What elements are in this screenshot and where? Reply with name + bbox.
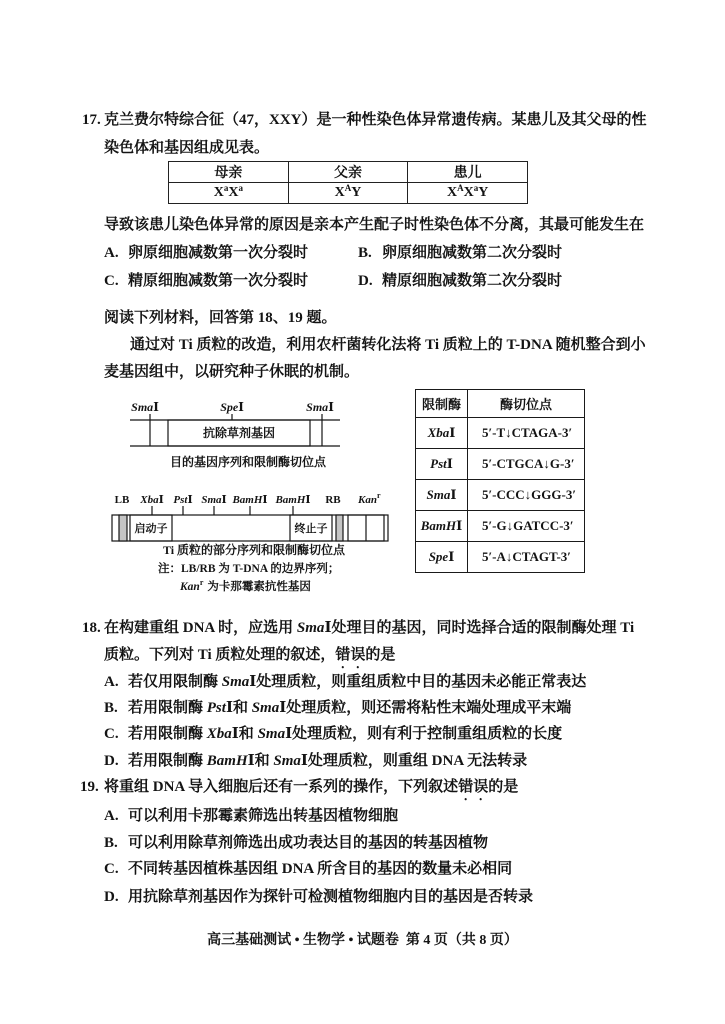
option-letter: B.	[358, 245, 372, 261]
option-text: Ⅰ和	[225, 700, 252, 716]
option-letter: D.	[104, 889, 119, 905]
enzyme-name: BamH	[232, 494, 263, 506]
enzyme-cell	[416, 511, 468, 542]
material-line-1: 通过对 Ti 质粒的改造，利用农杆菌转化法将 Ti 质粒上的 T-DNA 随机整合到小	[130, 337, 646, 353]
option-text: 若仅用限制酶	[128, 674, 222, 690]
enzyme-numeral: Ⅰ	[262, 494, 268, 506]
allele: A	[457, 183, 464, 193]
option-text: 精原细胞减数第二次分裂时	[382, 273, 563, 289]
option-letter: A.	[104, 674, 119, 690]
site-label-sma-left	[131, 400, 159, 414]
lb-label: LB	[114, 494, 130, 506]
option-text: Ⅰ处理质粒，则有利于控制重组质粒的长度	[285, 726, 563, 742]
option-text: 若用限制酶	[128, 753, 207, 769]
option-letter: C.	[104, 861, 119, 877]
q18-option-d[interactable]	[104, 751, 527, 771]
option-text: 不同转基因植株基因组 DNA 所含目的基因的数量未必相同	[128, 861, 513, 877]
option-text: Ⅰ和	[231, 726, 258, 742]
genotype-mother	[169, 183, 289, 204]
kan-superscript: r	[376, 491, 381, 500]
lb-border-box	[119, 515, 127, 541]
enzyme-numeral: Ⅰ	[221, 494, 227, 506]
enzyme-name: Spe	[428, 549, 449, 564]
enzyme-name: Pst	[173, 494, 188, 506]
enzyme-name: BamH	[420, 518, 457, 533]
kan-name: Kan	[180, 581, 200, 593]
ti-note-line-2	[179, 578, 311, 593]
enzyme-numeral: Ⅰ	[328, 400, 334, 414]
q19-option-a[interactable]	[104, 806, 398, 826]
option-text: Ⅰ和	[247, 753, 274, 769]
option-letter: C.	[104, 726, 119, 742]
enzyme-name: Xba	[206, 726, 232, 742]
site-label-bamh-1	[231, 494, 267, 506]
enzyme-cell	[416, 480, 468, 511]
stem-text: 的是	[365, 647, 396, 663]
stem-text: Ⅰ处理目的基因，同时选择合适的限制酶处理 Ti	[324, 620, 635, 636]
genotype-value-row	[169, 183, 528, 204]
option-text: Ⅰ处理质粒，则重组质粒中目的基因未必能正常表达	[249, 674, 587, 690]
option-text: 卵原细胞减数第一次分裂时	[128, 245, 309, 261]
emphasis-mark: 错误	[458, 779, 489, 795]
enzyme-name: Sma	[251, 700, 280, 716]
enzyme-cell	[416, 449, 468, 480]
enzyme-name: Sma	[221, 674, 250, 690]
enzyme-numeral: Ⅰ	[448, 549, 455, 564]
enzyme-cell	[416, 418, 468, 449]
table-row	[416, 480, 585, 511]
gene-diagram-caption: 目的基因序列和限制酶切位点	[169, 455, 327, 469]
option-letter: A.	[104, 245, 119, 261]
site-cell: 5′-CCC↓GGG-3′	[468, 480, 585, 511]
enzyme-table-header	[416, 390, 585, 418]
chromosome: Y	[351, 185, 362, 200]
material-intro: 阅读下列材料，回答第 18、19 题。	[104, 310, 337, 326]
q17-question: 导致该患儿染色体异常的原因是亲本产生配子时性染色体不分离，其最可能发生在	[104, 217, 645, 233]
enzyme-numeral: Ⅰ	[449, 425, 456, 440]
enzyme-name: BamH	[275, 494, 306, 506]
q18-option-c[interactable]	[104, 724, 562, 744]
option-letter: D.	[358, 273, 373, 289]
q17-stem-line-2	[104, 138, 269, 158]
option-text: 卵原细胞减数第二次分裂时	[382, 245, 563, 261]
kan-name: Kan	[358, 494, 377, 506]
ti-plasmid-diagram	[112, 491, 388, 593]
ti-diagram-caption: Ti 质粒的部分序列和限制酶切位点	[162, 543, 346, 557]
q18-stem-line-2	[104, 645, 395, 672]
stem-text: 在构建重组 DNA 时，应选用	[104, 620, 297, 636]
stem-text: 将重组 DNA 导入细胞后还有一系列的操作，下列叙述	[104, 779, 459, 795]
genotype-child	[408, 183, 528, 204]
option-text: Ⅰ处理质粒，则还需将粘性末端处理成平末端	[279, 700, 572, 716]
terminator-label: 终止子	[294, 523, 328, 535]
option-text: 若用限制酶	[128, 700, 207, 716]
question-number: 19.	[80, 779, 99, 795]
option-text: Ⅰ处理质粒，则重组 DNA 无法转录	[300, 753, 528, 769]
option-text: 若用限制酶	[128, 726, 207, 742]
header-father: 父亲	[288, 162, 408, 183]
option-letter: A.	[104, 808, 119, 824]
plasmid-diagrams	[100, 385, 400, 600]
q19-option-b[interactable]	[104, 833, 488, 853]
chromosome: X	[213, 185, 224, 200]
enzyme-numeral: Ⅰ	[456, 518, 463, 533]
question-number: 18.	[82, 620, 101, 636]
allele: A	[344, 183, 352, 193]
table-row	[416, 418, 585, 449]
q18-stem-line-1	[82, 618, 634, 638]
page-footer: 高三基础测试 • 生物学 • 试题卷 第 4 页（共 8 页）	[207, 933, 518, 948]
enzyme-name: Sma	[273, 753, 301, 769]
q17-stem-line-1	[82, 110, 647, 130]
site-cell: 5′-G↓GATCC-3′	[468, 511, 585, 542]
q17-option-d[interactable]	[358, 271, 562, 291]
option-text: 可以利用除草剂筛选出成功表达目的基因的转基因植物	[128, 835, 489, 851]
option-letter: D.	[104, 753, 119, 769]
chromosome: Y	[478, 185, 489, 200]
enzyme-name: Sma	[257, 726, 286, 742]
kan-superscript: r	[199, 578, 204, 587]
q19-option-c[interactable]	[104, 859, 512, 879]
q17-stem-text: 染色体和基因组成见表。	[104, 140, 270, 156]
site-cell: 5′-T↓CTAGA-3′	[468, 418, 585, 449]
site-cell: 5′-A↓CTAGT-3′	[468, 542, 585, 573]
option-letter: C.	[104, 273, 119, 289]
q18-option-b[interactable]	[104, 698, 571, 718]
option-letter: B.	[104, 700, 118, 716]
enzyme-name: Sma	[201, 494, 222, 506]
genotype-header-row	[169, 162, 528, 183]
site-label-sma-right	[306, 400, 334, 414]
enzyme-cell	[416, 542, 468, 573]
enzyme-name: Spe	[220, 400, 239, 414]
emphasis-mark: 错误	[335, 647, 366, 663]
option-text: 精原细胞减数第一次分裂时	[128, 273, 309, 289]
q19-option-d[interactable]	[104, 887, 533, 907]
enzyme-name: Sma	[296, 620, 325, 636]
q17-stem-text: 克兰费尔特综合征（47，XXY）是一种性染色体异常遗传病。某患儿及其父母的性	[104, 112, 647, 128]
genotype-father	[288, 183, 408, 204]
enzyme-name: Sma	[131, 400, 154, 414]
enzyme-numeral: Ⅰ	[238, 400, 244, 414]
enzyme-name: Sma	[306, 400, 329, 414]
rb-label: RB	[325, 494, 341, 506]
header-enzyme: 限制酶	[416, 390, 468, 418]
allele: a	[473, 183, 479, 193]
enzyme-name: Pst	[430, 456, 447, 471]
enzyme-numeral: Ⅰ	[305, 494, 311, 506]
target-gene-diagram	[130, 400, 340, 469]
material-line-2: 麦基因组中，以研究种子休眠的机制。	[104, 364, 360, 380]
question-number: 17.	[82, 112, 101, 128]
enzyme-name: Sma	[426, 487, 451, 502]
enzyme-site-table	[415, 389, 585, 573]
site-label-xba	[139, 494, 164, 506]
genotype-table	[168, 161, 528, 204]
stem-text: 质粒。下列对 Ti 质粒处理的叙述，	[104, 647, 336, 663]
enzyme-numeral: Ⅰ	[153, 400, 159, 414]
q17-option-b[interactable]	[358, 243, 562, 263]
table-row	[416, 542, 585, 573]
enzyme-name: Xba	[427, 425, 450, 440]
site-label-pst	[173, 494, 192, 506]
q18-option-a[interactable]	[104, 672, 586, 692]
gene-label: 抗除草剂基因	[202, 426, 276, 440]
option-text: 用抗除草剂基因作为探针可检测植物细胞内目的基因是否转录	[128, 889, 534, 905]
enzyme-numeral: Ⅰ	[446, 456, 453, 471]
site-label-sma	[201, 494, 226, 506]
ti-note-line-1: 注：LB/RB 为 T-DNA 的边界序列；	[158, 563, 340, 575]
header-mother: 母亲	[169, 162, 289, 183]
kan-note-text: 为卡那霉素抗性基因	[207, 581, 311, 593]
allele: a	[223, 183, 229, 193]
header-child: 患儿	[408, 162, 528, 183]
q19-stem	[80, 777, 518, 804]
enzyme-name: BamH	[206, 753, 248, 769]
site-label-bamh-2	[274, 494, 310, 506]
enzyme-numeral: Ⅰ	[158, 494, 164, 506]
table-row	[416, 449, 585, 480]
option-letter: B.	[104, 835, 118, 851]
chromosome: X	[463, 185, 474, 200]
option-text: 可以利用卡那霉素筛选出转基因植物细胞	[128, 808, 399, 824]
promoter-label: 启动子	[134, 523, 168, 535]
enzyme-numeral: Ⅰ	[187, 494, 193, 506]
chromosome: X	[446, 185, 458, 200]
table-row	[416, 511, 585, 542]
q17-option-c[interactable]	[104, 271, 308, 291]
kan-label	[357, 491, 381, 506]
header-site: 酶切位点	[468, 390, 585, 418]
chromosome: X	[334, 185, 345, 200]
enzyme-name: Xba	[140, 494, 159, 506]
rb-border-box	[336, 515, 343, 541]
site-cell: 5′-CTGCA↓G-3′	[468, 449, 585, 480]
enzyme-numeral: Ⅰ	[450, 487, 457, 502]
enzyme-name: Pst	[206, 700, 226, 716]
q17-option-a[interactable]	[104, 243, 308, 263]
site-label-spe	[220, 400, 244, 414]
allele: a	[238, 183, 243, 193]
chromosome: X	[228, 185, 239, 200]
stem-text: 的是	[488, 779, 519, 795]
